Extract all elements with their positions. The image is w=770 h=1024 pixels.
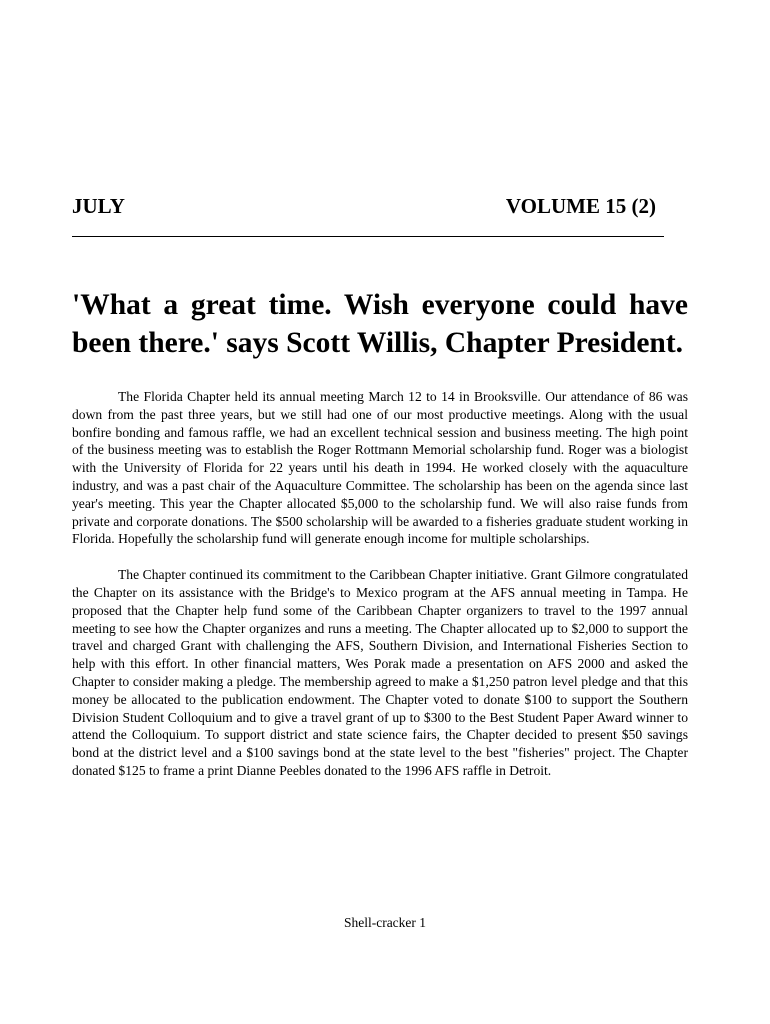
page-footer: Shell-cracker 1: [343, 915, 427, 930]
article-headline: 'What a great time. Wish everyone could have been there.' says Scott Willis, Chapter President.: [72, 289, 688, 359]
article-body: [72, 388, 688, 798]
article-paragraph: The Florida Chapter held its annual meeting March 12 to 14 in Brooksville. Our attendance of 86 was down from the past three years, but we still had one of our most productive meetings. Along with the usual bonfire bonding and famous raffle, we had an excellent technical session and business meeting. The high point of the business meeting was to establish the Roger Rottmann Memorial scholarship fund. Roger was a biologist with the University of Florida for 22 years until his death in 1994. He worked closely with the aquaculture industry, and was a past chair of the Aquaculture Committee. The scholarship has been on the agenda since last year's meeting. This year the Chapter allocated $5,000 to the scholarship fund. We will also raise funds from private and corporate donations. The $500 scholarship will be awarded to a fisheries graduate student working in Florida. Hopefully the scholarship fund will generate enough income for multiple scholarships.: [72, 389, 688, 547]
article-paragraph: The Chapter continued its commitment to the Caribbean Chapter initiative. Grant Gilmore congratulated the Chapter on its assistance with the Bridge's to Mexico program at the AFS annual meeting in Tampa. He proposed that the Chapter help fund some of the Caribbean Chapter organizers to travel to the 1997 annual meeting to see how the Chapter organizes and runs a meeting. The Chapter allocated up to $2,000 to support the travel and charged Grant with challenging the AFS, Southern Division, and International Fisheries Section to help with this effort. In other financial matters, Wes Porak made a presentation on AFS 2000 and asked the Chapter to consider making a pledge. The membership agreed to make a $1,250 patron level pledge and that this money be allocated to the publication endowment. The Chapter voted to donate $100 to support the Southern Division Student Colloquium and to give a travel grant of up to $300 to the Best Student Paper Award winner to attend the Colloquium. To support district and state science fairs, the Chapter decided to present $50 savings bond at the district level and a $100 savings bond at the state level to the best "fisheries" project. The Chapter donated $125 to frame a print Dianne Peebles donated to the 1996 AFS raffle in Detroit.: [72, 567, 688, 778]
masthead: [72, 193, 656, 219]
issue-volume: VOLUME 15 (2): [505, 194, 656, 218]
issue-month: JULY: [72, 194, 125, 218]
header-rule: [72, 236, 664, 237]
